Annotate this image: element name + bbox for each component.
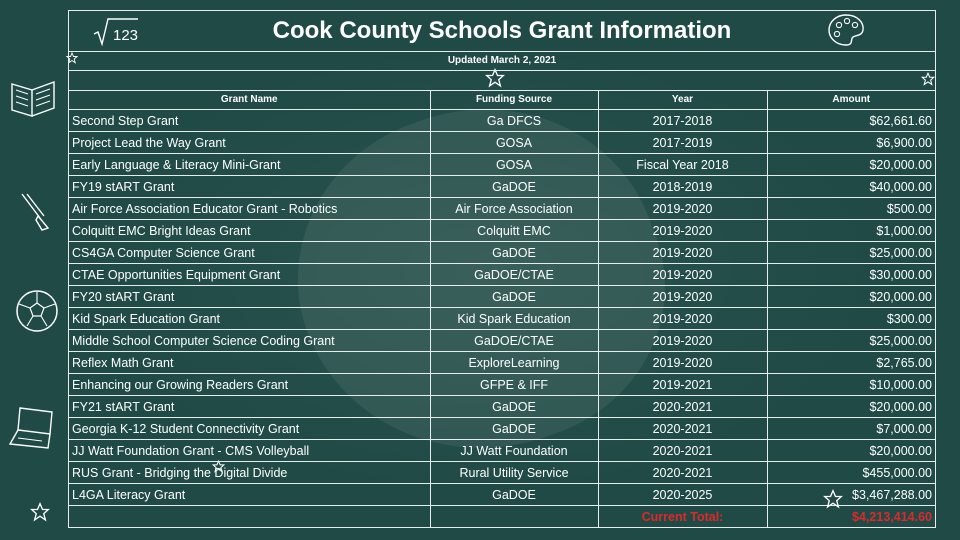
grant-name-cell: RUS Grant - Bridging the Digital Divide	[69, 462, 430, 484]
spacer-row	[69, 71, 935, 91]
soccer-ball-icon	[14, 288, 60, 334]
amount-cell: $40,000.00	[767, 176, 935, 198]
funding-source-cell: Rural Utility Service	[430, 462, 598, 484]
amount-cell: $20,000.00	[767, 396, 935, 418]
amount-cell: $455,000.00	[767, 462, 935, 484]
header-year: Year	[598, 90, 767, 110]
grant-name-cell: L4GA Literacy Grant	[69, 484, 430, 506]
grant-name-cell: CTAE Opportunities Equipment Grant	[69, 264, 430, 286]
table-row	[69, 418, 935, 440]
amount-cell: $2,765.00	[767, 352, 935, 374]
amount-cell: $30,000.00	[767, 264, 935, 286]
amount-cell: $25,000.00	[767, 242, 935, 264]
funding-source-cell: GaDOE	[430, 396, 598, 418]
table-row	[69, 330, 935, 352]
amount-cell: $25,000.00	[767, 330, 935, 352]
table-row	[69, 220, 935, 242]
total-blank-cell	[69, 506, 430, 528]
funding-source-cell: GaDOE	[430, 176, 598, 198]
paintbrush-icon	[18, 190, 52, 232]
funding-source-cell: Colquitt EMC	[430, 220, 598, 242]
table-header-row	[69, 90, 935, 110]
grant-rows	[69, 110, 935, 506]
table-row	[69, 396, 935, 418]
laptop-icon	[8, 404, 62, 450]
funding-source-cell: GaDOE	[430, 484, 598, 506]
grant-name-cell: Reflex Math Grant	[69, 352, 430, 374]
amount-cell: $20,000.00	[767, 286, 935, 308]
funding-source-cell: ExploreLearning	[430, 352, 598, 374]
funding-source-cell: Kid Spark Education	[430, 308, 598, 330]
amount-cell: $10,000.00	[767, 374, 935, 396]
header-amount: Amount	[767, 90, 935, 110]
grant-name-cell: Early Language & Literacy Mini-Grant	[69, 154, 430, 176]
amount-cell: $1,000.00	[767, 220, 935, 242]
funding-source-cell: GFPE & IFF	[430, 374, 598, 396]
total-label: Current Total:	[598, 506, 767, 528]
funding-source-cell: Ga DFCS	[430, 110, 598, 132]
grant-name-cell: Georgia K-12 Student Connectivity Grant	[69, 418, 430, 440]
table-row	[69, 352, 935, 374]
year-cell: 2020-2021	[598, 396, 767, 418]
total-amount: $4,213,414.60	[767, 506, 935, 528]
table-row	[69, 242, 935, 264]
star-icon	[823, 489, 843, 509]
grant-table	[69, 90, 935, 528]
table-row	[69, 176, 935, 198]
amount-cell: $300.00	[767, 308, 935, 330]
funding-source-cell: Air Force Association	[430, 198, 598, 220]
year-cell: 2017-2019	[598, 132, 767, 154]
star-icon	[212, 460, 225, 473]
header-grant-name: Grant Name	[69, 90, 430, 110]
table-row	[69, 374, 935, 396]
funding-source-cell: GOSA	[430, 154, 598, 176]
table-row	[69, 440, 935, 462]
amount-cell: $6,900.00	[767, 132, 935, 154]
table-row	[69, 308, 935, 330]
year-cell: Fiscal Year 2018	[598, 154, 767, 176]
grant-name-cell: FY21 stART Grant	[69, 396, 430, 418]
funding-source-cell: JJ Watt Foundation	[430, 440, 598, 462]
total-blank-cell	[430, 506, 598, 528]
table-row	[69, 462, 935, 484]
year-cell: 2019-2020	[598, 264, 767, 286]
funding-source-cell: GaDOE/CTAE	[430, 330, 598, 352]
grant-name-cell: Colquitt EMC Bright Ideas Grant	[69, 220, 430, 242]
funding-source-cell: GaDOE	[430, 418, 598, 440]
grant-name-cell: CS4GA Computer Science Grant	[69, 242, 430, 264]
table-row	[69, 198, 935, 220]
sqrt-doodle-text: 123	[113, 27, 139, 44]
funding-source-cell: GaDOE	[430, 286, 598, 308]
grant-name-cell: Air Force Association Educator Grant - Robotics	[69, 198, 430, 220]
grant-name-cell: Middle School Computer Science Coding Grant	[69, 330, 430, 352]
total-row	[69, 506, 935, 528]
year-cell: 2018-2019	[598, 176, 767, 198]
page-title: Cook County Schools Grant Information	[69, 11, 935, 52]
table-row	[69, 286, 935, 308]
grant-name-cell: Project Lead the Way Grant	[69, 132, 430, 154]
updated-date: Updated March 2, 2021	[69, 51, 935, 71]
year-cell: 2019-2021	[598, 374, 767, 396]
amount-cell: $3,467,288.00	[767, 484, 935, 506]
amount-cell: $20,000.00	[767, 154, 935, 176]
grant-name-cell: FY19 stART Grant	[69, 176, 430, 198]
year-cell: 2019-2020	[598, 198, 767, 220]
funding-source-cell: GaDOE/CTAE	[430, 264, 598, 286]
year-cell: 2020-2021	[598, 462, 767, 484]
table-row	[69, 132, 935, 154]
year-cell: 2020-2021	[598, 418, 767, 440]
table-row	[69, 154, 935, 176]
header-funding-source: Funding Source	[430, 90, 598, 110]
year-cell: 2020-2021	[598, 440, 767, 462]
year-cell: 2017-2018	[598, 110, 767, 132]
year-cell: 2019-2020	[598, 308, 767, 330]
star-icon	[30, 502, 50, 522]
funding-source-cell: GaDOE	[430, 242, 598, 264]
amount-cell: $62,661.60	[767, 110, 935, 132]
year-cell: 2019-2020	[598, 242, 767, 264]
table-row	[69, 264, 935, 286]
year-cell: 2019-2020	[598, 352, 767, 374]
year-cell: 2020-2025	[598, 484, 767, 506]
amount-cell: $20,000.00	[767, 440, 935, 462]
amount-cell: $7,000.00	[767, 418, 935, 440]
grant-name-cell: FY20 stART Grant	[69, 286, 430, 308]
grant-name-cell: Enhancing our Growing Readers Grant	[69, 374, 430, 396]
year-cell: 2019-2020	[598, 330, 767, 352]
table-row	[69, 110, 935, 132]
year-cell: 2019-2020	[598, 286, 767, 308]
grant-name-cell: Second Step Grant	[69, 110, 430, 132]
grant-name-cell: Kid Spark Education Grant	[69, 308, 430, 330]
table-row	[69, 484, 935, 506]
grant-table-frame	[68, 10, 936, 528]
book-icon	[8, 76, 58, 120]
year-cell: 2019-2020	[598, 220, 767, 242]
grant-name-cell: JJ Watt Foundation Grant - CMS Volleyball	[69, 440, 430, 462]
funding-source-cell: GOSA	[430, 132, 598, 154]
amount-cell: $500.00	[767, 198, 935, 220]
